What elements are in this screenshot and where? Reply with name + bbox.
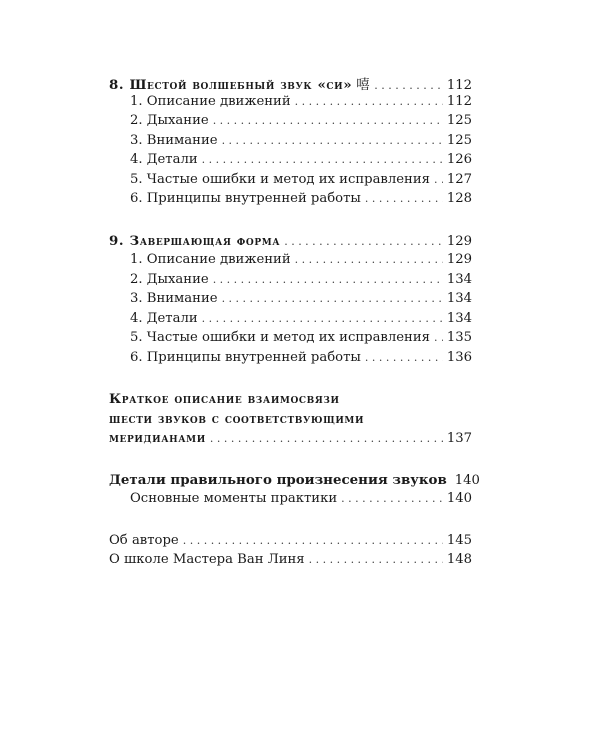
toc-item[interactable] (109, 311, 472, 331)
toc-page-number: 134 (446, 310, 472, 326)
dot-leader (365, 192, 443, 205)
toc-item-title: Основные моменты практики (130, 491, 338, 506)
dot-leader (222, 292, 443, 305)
dot-leader (341, 492, 443, 505)
toc-item-title: Об авторе (109, 532, 179, 548)
toc-section-back-matter (109, 533, 472, 572)
dot-leader (295, 253, 443, 266)
toc-item-title: 5. Частые ошибки и метод их исправления (130, 171, 430, 187)
toc-page-number: 112 (446, 78, 472, 93)
toc-heading-row[interactable] (109, 74, 472, 94)
toc-heading-row[interactable] (109, 430, 472, 450)
dot-leader (213, 273, 443, 286)
toc-page-number: 137 (446, 431, 472, 446)
toc-item[interactable] (109, 491, 472, 511)
toc-item-title: 6. Принципы внутренней работы (130, 191, 361, 206)
toc-page-number: 134 (446, 291, 472, 306)
toc-item[interactable] (109, 272, 472, 292)
toc-page-number: 136 (446, 349, 472, 365)
toc-item[interactable] (109, 252, 472, 272)
toc-page-number: 129 (446, 233, 472, 249)
toc-heading-title: 9. Завершающая форма (109, 232, 281, 249)
toc-heading-title: 8. Шестой волшебный звук «си» 嘻 (109, 77, 371, 93)
toc-item-title: 2. Дыхание (130, 271, 209, 287)
toc-item[interactable] (109, 191, 472, 211)
toc-item-title: 6. Принципы внутренней работы (130, 349, 361, 365)
toc-item-title: 1. Описание движений (130, 93, 291, 109)
dot-leader (374, 79, 443, 92)
toc-item-title: 4. Детали (130, 310, 198, 326)
dot-leader (202, 312, 443, 325)
toc-page-number: 127 (446, 171, 472, 187)
dot-leader (365, 351, 443, 364)
dot-leader (434, 331, 443, 344)
toc-item[interactable] (109, 172, 472, 192)
dot-leader (434, 173, 443, 186)
cjk-glyph: 嘻 (356, 78, 371, 93)
toc-heading-row[interactable] (109, 233, 472, 253)
toc-page-number: 126 (446, 152, 472, 167)
toc-item[interactable] (109, 113, 472, 133)
toc-heading-title: Детали правильного произнесения звуков (109, 471, 447, 488)
toc-item[interactable] (109, 152, 472, 172)
toc-page-number: 148 (446, 552, 472, 567)
table-of-contents (109, 74, 480, 572)
dot-leader (210, 432, 443, 445)
toc-item[interactable] (109, 552, 472, 572)
toc-item-title: 3. Внимание (130, 132, 218, 148)
toc-section-summary (109, 391, 472, 450)
dot-leader (222, 134, 443, 147)
toc-item-title: 1. Описание движений (130, 252, 291, 267)
toc-item[interactable] (109, 291, 472, 311)
toc-section-pronunciation (109, 471, 480, 511)
toc-page-number: 135 (446, 330, 472, 345)
toc-page-number: 125 (446, 132, 472, 148)
toc-section-9 (109, 233, 472, 370)
toc-section-8 (109, 74, 472, 211)
toc-item[interactable] (109, 330, 472, 350)
toc-heading-title: меридианами (109, 430, 206, 446)
toc-item[interactable] (109, 350, 472, 370)
toc-heading-line: шести звуков с соответствующими (109, 410, 365, 427)
dot-leader (309, 553, 443, 566)
toc-item-title: О школе Мастера Ван Линя (109, 552, 305, 567)
toc-item-title: 5. Частые ошибки и метод их исправления (130, 330, 430, 345)
toc-page-number: 128 (446, 191, 472, 206)
toc-page-number: 129 (446, 252, 472, 267)
toc-page-number: 140 (446, 491, 472, 506)
dot-leader (183, 534, 443, 547)
toc-heading-row[interactable] (109, 471, 480, 492)
toc-page-number: 134 (446, 271, 472, 287)
toc-page-number: 145 (446, 532, 472, 548)
toc-page-number: 112 (446, 93, 472, 109)
toc-item[interactable] (109, 533, 472, 553)
toc-page-number: 140 (454, 472, 480, 488)
toc-item[interactable] (109, 133, 472, 153)
toc-heading-line: Краткое описание взаимосвязи (109, 391, 340, 407)
toc-item[interactable] (109, 94, 472, 114)
dot-leader (295, 95, 443, 108)
toc-item-title: 3. Внимание (130, 291, 218, 306)
dot-leader (284, 235, 443, 248)
toc-item-title: 4. Детали (130, 152, 198, 167)
toc-item-title: 2. Дыхание (130, 113, 209, 128)
dot-leader (213, 114, 443, 127)
dot-leader (202, 153, 443, 166)
toc-page-number: 125 (446, 113, 472, 128)
